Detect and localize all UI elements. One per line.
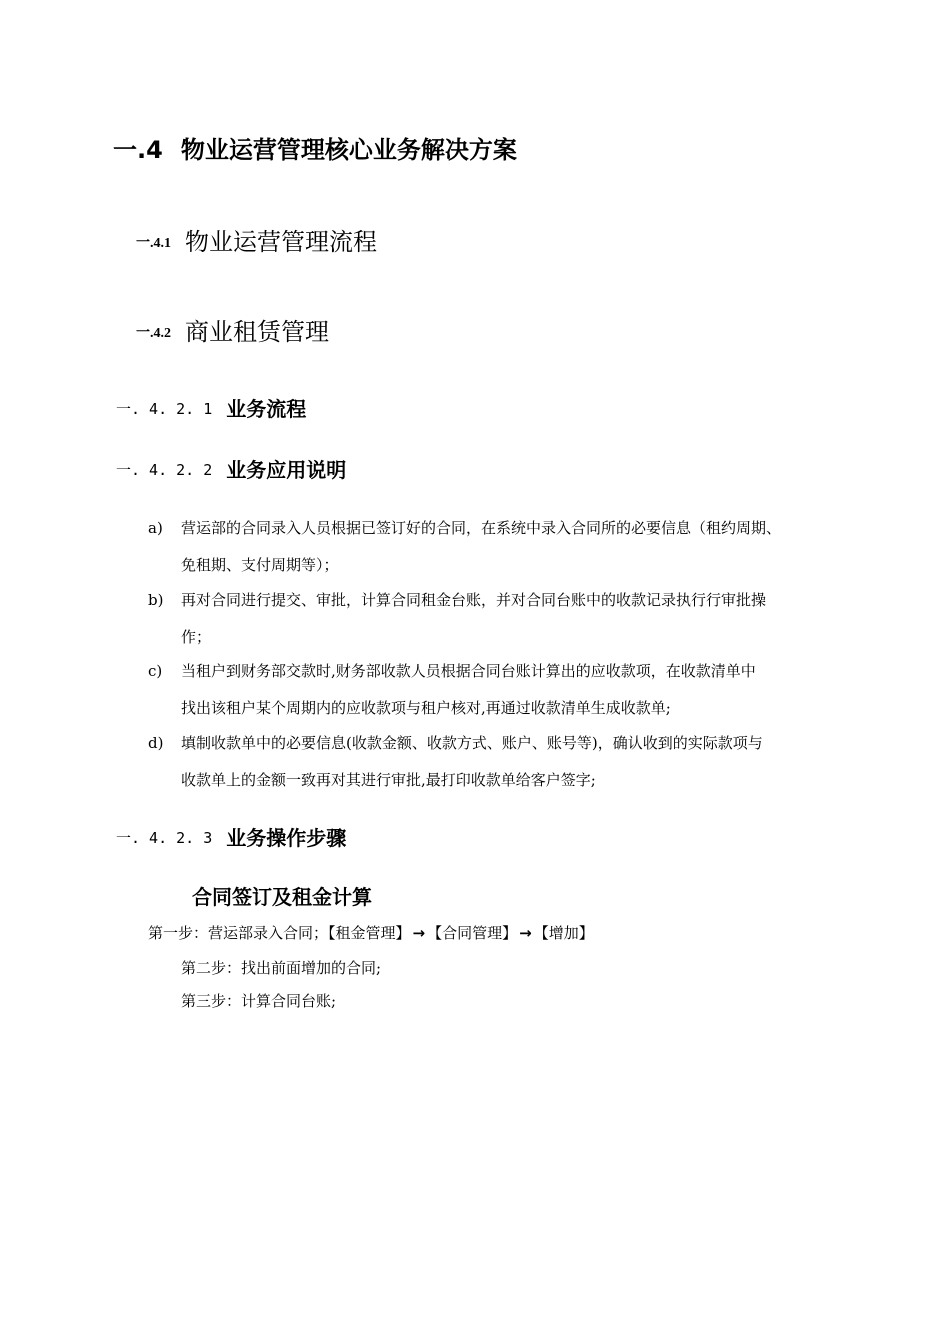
menu-path-contract: 【合同管理】 (427, 924, 518, 942)
list-marker: c) (148, 662, 163, 680)
menu-path-add: 【增加】 (533, 924, 594, 942)
arrow-right-icon: → (412, 924, 426, 942)
section-title: 物业运营管理核心业务解决方案 (180, 136, 517, 164)
list-text-continuation: 免租期、支付周期等）； (181, 556, 339, 574)
subsubsection-heading (116, 455, 346, 485)
subsection-heading (136, 225, 377, 261)
subsubsection-heading (116, 394, 306, 424)
subsubsection-heading (116, 823, 346, 853)
section-heading (113, 133, 517, 167)
subsubsection-number: 一. 4. 2. 1 (116, 400, 213, 418)
subsubsection-title: 业务流程 (226, 397, 307, 421)
step-1-text: 第一步：营运部录入合同； (148, 924, 329, 942)
subsection-title: 商业租赁管理 (185, 318, 329, 346)
menu-path-rent: 【租金管理】 (328, 924, 411, 942)
list-text-continuation: 作； (181, 628, 212, 646)
subsection-number: 一.4.2 (136, 326, 171, 341)
subsubsection-number: 一. 4. 2. 2 (116, 461, 213, 479)
section-number: 一.4 (113, 136, 163, 164)
list-text: 营运部的合同录入人员根据已签订好的合同，在系统中录入合同所的必要信息（租约周期、 (181, 519, 782, 537)
arrow-right-icon: → (519, 924, 532, 942)
step-1 (148, 923, 594, 943)
step-2: 第二步：找出前面增加的合同; (181, 959, 382, 977)
list-text: 再对合同进行提交、审批，计算合同租金台账，并对合同台账中的收款记录执行行审批操 (181, 591, 767, 609)
subsubsection-number: 一. 4. 2. 3 (116, 829, 213, 847)
subsubsection-title: 业务应用说明 (226, 458, 347, 482)
list-marker: d) (148, 734, 164, 752)
subsection-heading (136, 315, 329, 351)
subsubsection-title: 业务操作步骤 (226, 826, 347, 850)
list-text-continuation: 找出该租户某个周期内的应收款项与租户核对,再通过收款清单生成收款单; (181, 699, 671, 717)
list-marker: b) (148, 591, 164, 609)
subsection-number: 一.4.1 (136, 236, 171, 251)
list-text-continuation: 收款单上的金额一致再对其进行审批,最打印收款单给客户签字; (181, 771, 596, 789)
step-3: 第三步：计算合同台账; (181, 992, 337, 1010)
list-marker: a) (148, 519, 163, 537)
subsection-title: 物业运营管理流程 (185, 228, 377, 256)
procedure-title: 合同签订及租金计算 (192, 885, 372, 909)
list-text: 当租户到财务部交款时,财务部收款人员根据合同台账计算出的应收款项，在收款清单中 (181, 662, 756, 680)
list-text: 填制收款单中的必要信息(收款金额、收款方式、账户、账号等)，确认收到的实际款项与 (181, 734, 763, 752)
